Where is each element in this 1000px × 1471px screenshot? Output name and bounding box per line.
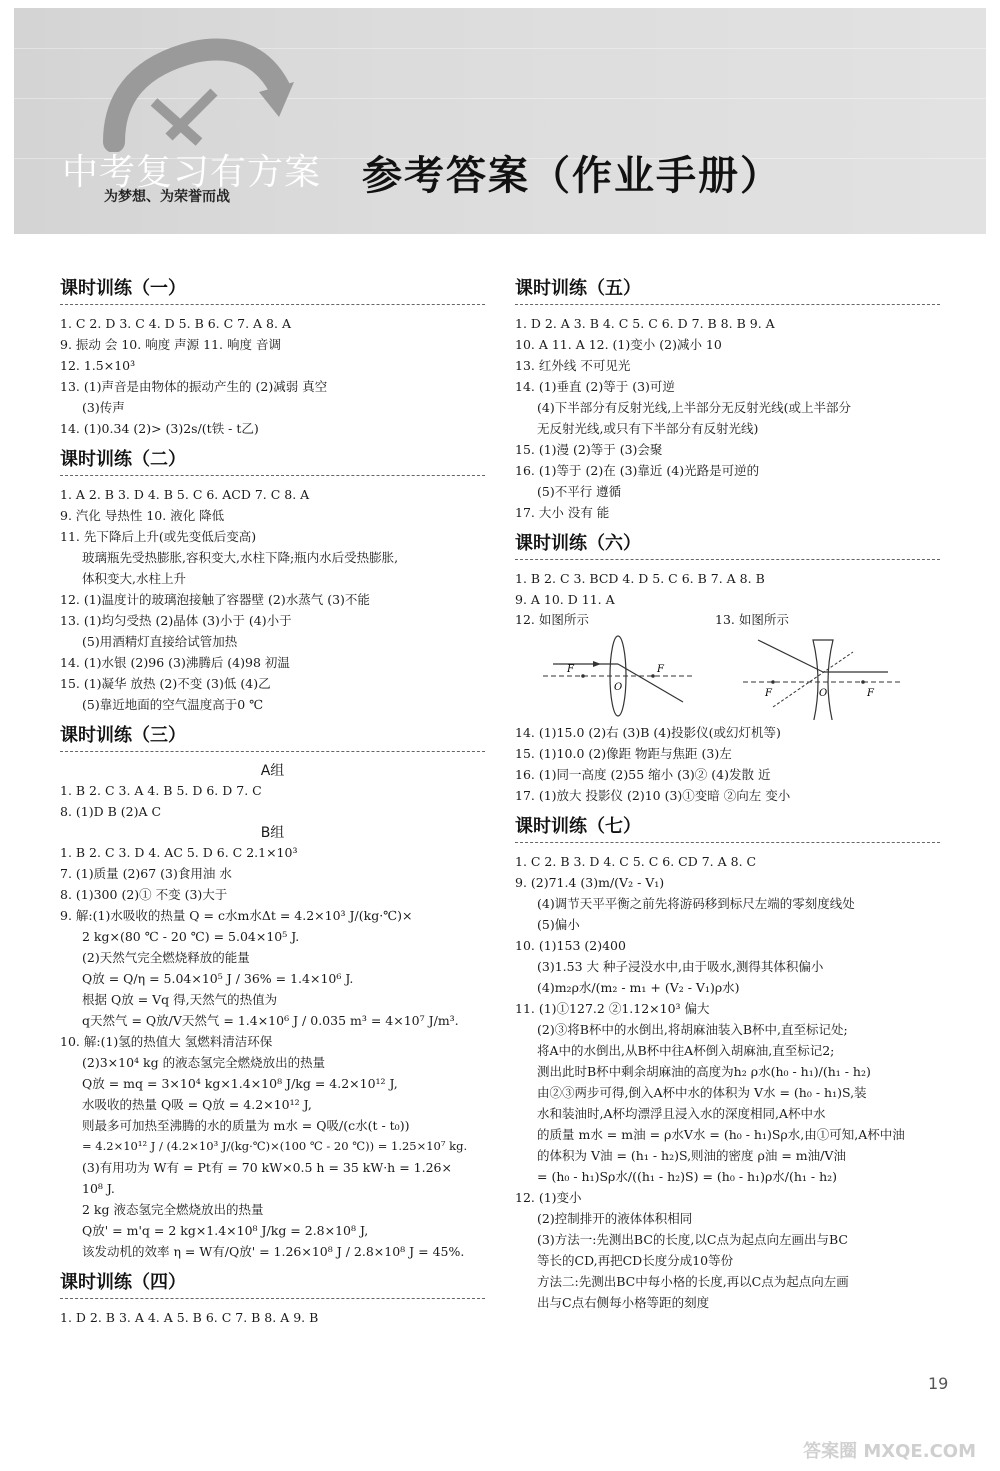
answer-line: 14. (1)15.0 (2)右 (3)B (4)投影仪(或幻灯机等) <box>515 725 781 740</box>
divider <box>515 304 940 305</box>
group-label: A组 <box>260 763 285 779</box>
answer-line: 9. 振动 会 10. 响度 声源 11. 响度 音调 <box>60 337 281 352</box>
answer-line: 的体积为 V油 = (h₁ - h₂)S,则油的密度 ρ油 = m油/V油 <box>537 1148 846 1163</box>
divider <box>60 475 485 476</box>
group-label: B组 <box>260 825 285 841</box>
answer-line: Q放 = Q/η = 5.04×10⁵ J / 36% = 1.4×10⁶ J. <box>82 971 354 986</box>
watermark: 答案圈 MXQE.COM <box>803 1441 976 1462</box>
answer-line: = 4.2×10¹² J / (4.2×10³ J/(kg·℃)×(100 ℃ - 20 ℃)) = 1.25×10⁷ kg. <box>82 1139 468 1153</box>
answer-line: 8. (1)300 (2)① 不变 (3)大于 <box>60 887 228 902</box>
answer-line: 由②③两步可得,倒入A杯中水的体积为 V水 = (h₀ - h₁)S,装 <box>537 1085 867 1100</box>
answer-line: 水吸收的热量 Q吸 = Q放 = 4.2×10¹² J, <box>82 1097 312 1112</box>
svg-text:F: F <box>657 664 664 675</box>
answer-line: 测出此时B杯中剩余胡麻油的高度为h₂ ρ水(h₀ - h₁)/(h₁ - h₂) <box>537 1064 871 1079</box>
answer-line: (2)控制排开的液体体积相同 <box>537 1211 693 1226</box>
answer-line: 17. (1)放大 投影仪 (2)10 (3)①变暗 ②向左 变小 <box>515 788 791 803</box>
divider <box>60 304 485 305</box>
answer-line: 玻璃瓶先受热膨胀,容积变大,水柱下降;瓶内水后受热膨胀, <box>82 550 399 565</box>
answer-line: 12. (1)变小 <box>515 1190 582 1205</box>
answer-line: 12. 1.5×10³ <box>60 358 136 373</box>
answer-line: 10. A 11. A 12. (1)变小 (2)减小 10 <box>515 337 722 352</box>
answer-line: 1. B 2. C 3. A 4. B 5. D 6. D 7. C <box>60 783 262 798</box>
answer-line: 2 kg 液态氢完全燃烧放出的热量 <box>82 1202 264 1217</box>
page-title: 参考答案（作业手册） <box>362 153 782 199</box>
page-number: 19 <box>928 1374 949 1393</box>
answer-line: 15. (1)漫 (2)等于 (3)会聚 <box>515 442 663 457</box>
divider <box>515 559 940 560</box>
answer-line: 8. (1)D B (2)A C <box>60 804 162 819</box>
answer-line: (4)调节天平平衡之前先将游码移到标尺左端的零刻度线处 <box>537 896 855 911</box>
svg-text:F: F <box>867 688 874 699</box>
svg-text:F: F <box>765 688 772 699</box>
answer-line: (2)③将B杯中的水倒出,将胡麻油装入B杯中,直至标记处; <box>537 1022 848 1037</box>
answer-line: 该发动机的效率 η = W有/Q放' = 1.26×10⁸ J / 2.8×10⁸ J = 45%. <box>82 1244 465 1259</box>
answer-line: Q放 = mq = 3×10⁴ kg×1.4×10⁸ J/kg = 4.2×10¹² J, <box>82 1076 398 1091</box>
answer-line: 9. 汽化 导热性 10. 液化 降低 <box>60 508 225 523</box>
answer-line: 的质量 m水 = m油 = ρ水V水 = (h₀ - h₁)Sρ水,由①可知,A杯中油 <box>537 1127 905 1142</box>
answer-line: 1. D 2. B 3. A 4. A 5. B 6. C 7. B 8. A 9. B <box>60 1310 319 1325</box>
answer-line: 13. (1)声音是由物体的振动产生的 (2)减弱 真空 <box>60 379 328 394</box>
answer-line: 1. B 2. C 3. BCD 4. D 5. C 6. B 7. A 8. B <box>515 571 765 586</box>
answer-line: (5)不平行 遵循 <box>537 484 622 499</box>
divider <box>60 751 485 752</box>
answer-line: 1. B 2. C 3. D 4. AC 5. D 6. C 2.1×10³ <box>60 845 298 860</box>
header-banner <box>14 8 986 234</box>
left-column <box>60 268 485 1328</box>
svg-text:O: O <box>614 682 623 693</box>
brand-slogan: 为梦想、为荣誉而战 <box>104 189 230 205</box>
brand-title: 中考复习有方案 <box>62 152 322 193</box>
answer-line: 1. C 2. B 3. D 4. C 5. C 6. CD 7. A 8. C <box>515 854 757 869</box>
svg-text:O: O <box>819 688 828 699</box>
answer-line: Q放' = m'q = 2 kg×1.4×10⁸ J/kg = 2.8×10⁸ J, <box>82 1223 369 1238</box>
section-title: 课时训练（一） <box>60 278 186 299</box>
answer-line: = (h₀ - h₁)Sρ水/((h₁ - h₂)S) = (h₀ - h₁)ρ水/(h₁ - h₂) <box>537 1169 838 1184</box>
answer-line: 1. C 2. D 3. C 4. D 5. B 6. C 7. A 8. A <box>60 316 291 331</box>
answer-line: 10. 解:(1)氢的热值大 氢燃料清洁环保 <box>60 1034 273 1049</box>
answer-line: 11. 先下降后上升(或先变低后变高) <box>60 529 257 544</box>
answer-line: 方法二:先测出BC中每小格的长度,再以C点为起点向左画 <box>537 1274 849 1289</box>
answer-line: (2)3×10⁴ kg 的液态氢完全燃烧放出的热量 <box>82 1055 326 1070</box>
answer-line: (4)m₂ρ水/(m₂ - m₁ + (V₂ - V₁)ρ水) <box>537 980 740 995</box>
answer-line: 出与C点右侧每小格等距的刻度 <box>537 1295 710 1310</box>
answer-line: 则最多可加热至沸腾的水的质量为 m水 = Q吸/(c水(t - t₀)) <box>82 1118 410 1133</box>
answer-line: 等长的CD,再把CD长度分成10等份 <box>537 1253 734 1268</box>
answer-line: 无反射光线,或只有下半部分有反射光线) <box>537 421 759 436</box>
answer-line: (4)下半部分有反射光线,上半部分无反射光线(或上半部分 <box>537 400 852 415</box>
answer-line: 14. (1)水银 (2)96 (3)沸腾后 (4)98 初温 <box>60 655 290 670</box>
divider <box>60 1298 485 1299</box>
answer-line: 16. (1)同一高度 (2)55 缩小 (3)② (4)发散 近 <box>515 767 771 782</box>
answer-line: 10⁸ J. <box>82 1181 115 1196</box>
right-column <box>515 268 940 1313</box>
answer-line: 11. (1)①127.2 ②1.12×10³ 偏大 <box>515 1001 710 1016</box>
answer-line: 13. 红外线 不可见光 <box>515 358 631 373</box>
answer-line: (2)天然气完全燃烧释放的能量 <box>82 950 250 965</box>
answer-line: 16. (1)等于 (2)在 (3)靠近 (4)光路是可逆的 <box>515 463 760 478</box>
answer-line: 2 kg×(80 ℃ - 20 ℃) = 5.04×10⁵ J. <box>82 929 300 944</box>
answer-line: 9. 解:(1)水吸收的热量 Q = c水m水Δt = 4.2×10³ J/(kg·℃)× <box>60 908 413 923</box>
answer-line: 1. D 2. A 3. B 4. C 5. C 6. D 7. B 8. B 9. A <box>515 316 775 331</box>
section-title: 课时训练（四） <box>60 1272 186 1293</box>
answer-line: (5)靠近地面的空气温度高于0 ℃ <box>82 697 264 712</box>
convex-lens-diagram <box>543 632 693 720</box>
answer-line: 17. 大小 没有 能 <box>515 505 610 520</box>
answer-line: (5)用酒精灯直接给试管加热 <box>82 634 238 649</box>
answer-line: 水和装油时,A杯均漂浮且浸入水的深度相同,A杯中水 <box>537 1106 826 1121</box>
diagram-label: 12. 如图所示 <box>515 612 589 627</box>
answer-line: 10. (1)153 (2)400 <box>515 938 626 953</box>
answer-line: 14. (1)0.34 (2)> (3)2s/(t铁 - t乙) <box>60 421 259 436</box>
answer-line: 15. (1)凝华 放热 (2)不变 (3)低 (4)乙 <box>60 676 271 691</box>
section-title: 课时训练（二） <box>60 449 186 470</box>
answer-line: 13. (1)均匀受热 (2)晶体 (3)小于 (4)小于 <box>60 613 292 628</box>
svg-text:F: F <box>567 664 574 675</box>
answer-line: (5)偏小 <box>537 917 580 932</box>
answer-line: (3)有用功为 W有 = Pt有 = 70 kW×0.5 h = 35 kW·h = 1.26× <box>82 1160 452 1175</box>
answer-line: 1. A 2. B 3. D 4. B 5. C 6. ACD 7. C 8. A <box>60 487 310 502</box>
answer-line: 14. (1)垂直 (2)等于 (3)可逆 <box>515 379 675 394</box>
answer-line: 7. (1)质量 (2)67 (3)食用油 水 <box>60 866 232 881</box>
answer-line: q天然气 = Q放/V天然气 = 1.4×10⁶ J / 0.035 m³ = 4×10⁷ J/m³. <box>82 1013 459 1028</box>
answer-line: (3)传声 <box>82 400 125 415</box>
divider <box>515 842 940 843</box>
concave-lens-diagram <box>743 632 903 720</box>
section-title: 课时训练（五） <box>515 278 641 299</box>
answer-line: (3)方法一:先测出BC的长度,以C点为起点向左画出与BC <box>537 1232 848 1247</box>
section-title: 课时训练（三） <box>60 725 186 746</box>
answer-line: 根据 Q放 = Vq 得,天然气的热值为 <box>82 992 278 1007</box>
section-title: 课时训练（六） <box>515 533 641 554</box>
section-title: 课时训练（七） <box>515 816 641 837</box>
answer-line: 将A中的水倒出,从B杯中往A杯倒入胡麻油,直至标记2; <box>537 1043 835 1058</box>
answer-line: 12. (1)温度计的玻璃泡接触了容器壁 (2)水蒸气 (3)不能 <box>60 592 370 607</box>
lens-diagrams <box>515 610 940 722</box>
answer-line: 9. A 10. D 11. A <box>515 592 615 607</box>
answer-line: 15. (1)10.0 (2)像距 物距与焦距 (3)左 <box>515 746 732 761</box>
checkmark-arrow-icon <box>94 32 294 152</box>
answer-line: 体积变大,水柱上升 <box>82 571 186 586</box>
diagram-label: 13. 如图所示 <box>715 612 789 627</box>
answer-line: (3)1.53 大 种子浸没水中,由于吸水,测得其体积偏小 <box>537 959 824 974</box>
answer-line: 9. (2)71.4 (3)m/(V₂ - V₁) <box>515 875 665 890</box>
